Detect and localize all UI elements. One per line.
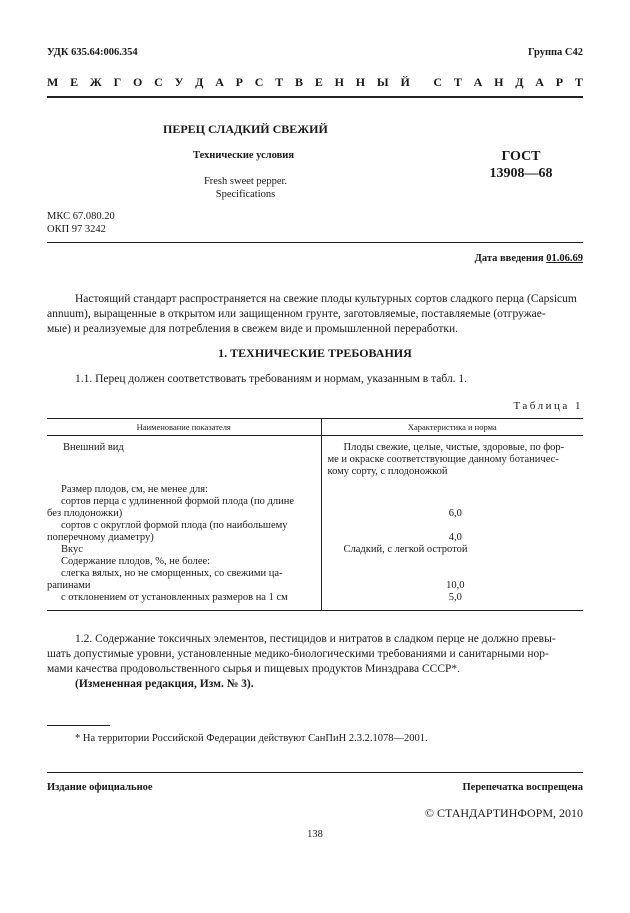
- table-header-norm: Характеристика и норма: [321, 419, 583, 436]
- footnote-rule: [47, 725, 110, 726]
- norm-text: [328, 568, 584, 580]
- table-row: [47, 496, 583, 520]
- indicator-text: сортов с округлой формой плода (по наибольшему: [61, 520, 288, 531]
- indicator-text: Вкус: [61, 544, 83, 555]
- interstate-letter: А: [535, 75, 544, 89]
- english-title: [163, 175, 328, 201]
- intro-line: Настоящий стандарт распространяется на свежие плоды культурных сортов сладкого перца (Capsicum: [75, 293, 577, 305]
- norm-text: [328, 484, 584, 496]
- indicator-text: поперечному диаметру): [47, 532, 154, 543]
- gost-number: 13908—68: [489, 166, 553, 181]
- table-row: [47, 520, 583, 544]
- table-row: [47, 436, 583, 485]
- indicator-text: рапинами: [47, 580, 91, 591]
- copyright: © СТАНДАРТИНФОРМ, 2010: [424, 806, 583, 820]
- interstate-letter: О: [132, 75, 143, 89]
- norm-text: [328, 556, 584, 568]
- intro-line: annuum), выращенные в открытом или защищенном грунте, заготовляемые, поставляемые (отгружае-: [47, 308, 546, 320]
- interstate-letter: Д: [515, 75, 524, 89]
- interstate-letter: Т: [275, 75, 284, 89]
- norm-cell: [321, 544, 583, 556]
- indicator-text: Внешний вид: [63, 442, 124, 453]
- indicator-cell: [47, 520, 321, 544]
- title-block-rule: [47, 242, 583, 243]
- table-header-row: [47, 419, 583, 436]
- indicator-text: с отклонением от установленных размеров на 1 см: [61, 592, 288, 603]
- table-row: [47, 544, 583, 556]
- official-edition: Издание официальное: [47, 782, 153, 793]
- norm-text: 6,0: [448, 508, 462, 519]
- clause-1-2-line: 1.2. Содержание токсичных элементов, пестицидов и нитратов в сладком перце не должно превы-: [75, 633, 556, 645]
- gost-label: ГОСТ: [501, 149, 541, 164]
- requirements-table: [47, 418, 583, 611]
- norm-text: [328, 520, 584, 532]
- norm-cell: [321, 592, 583, 611]
- norm-text: Сладкий, с легкой остротой: [343, 544, 468, 555]
- interstate-letter: У: [174, 75, 184, 89]
- interstate-letter: Т: [453, 75, 462, 89]
- clause-1-2-line: шать допустимые уровни, установленные медико-биологическими требованиями и санитарными нор-: [47, 648, 549, 660]
- table-row: [47, 592, 583, 611]
- interstate-letter: А: [215, 75, 224, 89]
- interstate-letter: С: [254, 75, 264, 89]
- norm-cell: [321, 520, 583, 544]
- footnote: * На территории Российской Федерации действуют СанПиН 2.3.2.1078—2001.: [75, 733, 428, 744]
- english-title-line2: Specifications: [215, 189, 276, 200]
- clause-1-2: [47, 632, 583, 692]
- page-number: 138: [307, 829, 323, 840]
- interstate-letter: Н: [494, 75, 504, 89]
- intro-line: мые) и реализуемые для потребления в свежем виде и промышленной переработки.: [47, 323, 458, 335]
- indicator-text: Размер плодов, см, не менее для:: [61, 484, 208, 495]
- interstate-letter: В: [295, 75, 304, 89]
- indicator-text: Содержание плодов, %, не более:: [61, 556, 211, 567]
- norm-text: 5,0: [448, 592, 462, 603]
- norm-text: 10,0: [446, 580, 465, 591]
- clause-1-2-line: мами качества продовольственного сырья и пищевых продуктов Минздрава СССР*.: [47, 663, 461, 675]
- indicator-cell: [47, 484, 321, 496]
- table-header-indicator: Наименование показателя: [47, 419, 321, 436]
- interstate-letter: Р: [555, 75, 564, 89]
- introduction-date-value: 01.06.69: [546, 253, 583, 264]
- interstate-letter: Т: [574, 75, 583, 89]
- introduction-date-label: Дата введения: [474, 253, 544, 264]
- interstate-letter: Д: [195, 75, 204, 89]
- table-row: [47, 568, 583, 592]
- group-code: Группа С42: [527, 47, 583, 58]
- table-row: [47, 556, 583, 568]
- indicator-text: слегка вялых, но не сморщенных, со свежими ца-: [61, 568, 283, 579]
- english-title-line1: Fresh sweet pepper.: [203, 176, 288, 187]
- interstate-letter: Н: [334, 75, 344, 89]
- norm-cell: [321, 568, 583, 592]
- indicator-text: без плодоножки): [47, 508, 123, 519]
- norm-text: ме и окраске соответствующие данному ботаничес-: [327, 454, 559, 465]
- norm-text: 4,0: [448, 532, 462, 543]
- section-heading: 1. ТЕХНИЧЕСКИЕ ТРЕБОВАНИЯ: [218, 346, 412, 360]
- interstate-letter: Ы: [376, 75, 389, 89]
- norm-cell: [321, 556, 583, 568]
- interstate-letter: Е: [314, 75, 323, 89]
- interstate-letter: Е: [70, 75, 79, 89]
- header-rule: [47, 96, 583, 98]
- indicator-cell: [47, 544, 321, 556]
- norm-text: Плоды свежие, целые, чистые, здоровые, по фор-: [343, 442, 565, 453]
- amendment-note: (Измененная редакция, Изм. № 3).: [75, 678, 254, 690]
- indicator-cell: [47, 436, 321, 485]
- introduction-date: [475, 253, 583, 264]
- norm-cell: [321, 496, 583, 520]
- clause-1-1: 1.1. Перец должен соответствовать требованиям и нормам, указанным в табл. 1.: [75, 373, 468, 385]
- table-row: [47, 484, 583, 496]
- interstate-letter: Н: [355, 75, 366, 89]
- udk-code: УДК 635.64:006.354: [47, 47, 138, 58]
- indicator-cell: [47, 568, 321, 592]
- mks-code: МКС 67.080.20: [47, 211, 115, 222]
- interstate-letter: Й: [400, 75, 410, 89]
- okp-code: ОКП 97 3242: [47, 224, 106, 235]
- interstate-standard-heading: [47, 75, 583, 90]
- indicator-cell: [47, 556, 321, 568]
- footer-rule: [47, 772, 583, 773]
- norm-text: [328, 496, 584, 508]
- indicator-text: сортов перца с удлиненной формой плода (по длине: [61, 496, 295, 507]
- norm-cell: [321, 484, 583, 496]
- table-label: Таблица 1: [513, 400, 583, 412]
- indicator-cell: [47, 592, 321, 611]
- document-title: ПЕРЕЦ СЛАДКИЙ СВЕЖИЙ: [163, 122, 328, 136]
- interstate-letter: С: [154, 75, 163, 89]
- classification-codes: [47, 210, 115, 236]
- interstate-letter: Ж: [89, 75, 102, 89]
- indicator-cell: [47, 496, 321, 520]
- interstate-letter: С: [433, 75, 443, 89]
- intro-paragraph: [47, 292, 583, 337]
- interstate-letter: Р: [235, 75, 243, 89]
- interstate-letter: М: [47, 75, 59, 89]
- document-subtitle: Технические условия: [193, 150, 295, 161]
- reprint-prohibited: Перепечатка воспрещена: [462, 782, 583, 793]
- interstate-letter: Г: [113, 75, 122, 89]
- norm-cell: [321, 436, 583, 485]
- norm-text: кому сорту, с плодоножкой: [327, 466, 448, 477]
- interstate-letter: А: [473, 75, 483, 89]
- gost-designation: [476, 148, 566, 182]
